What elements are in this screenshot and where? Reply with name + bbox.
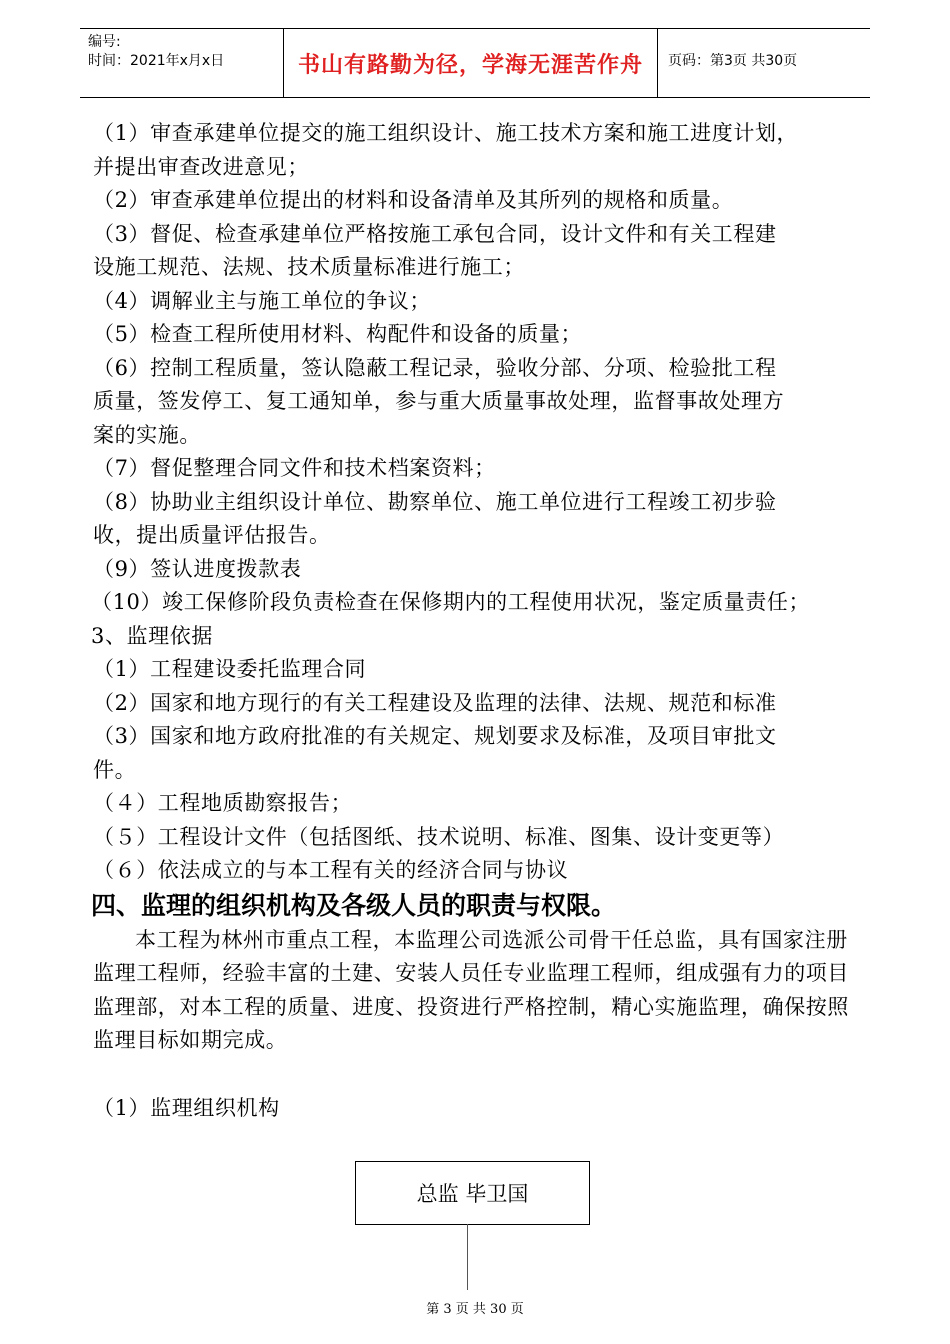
time-label: 时间：2021年x月x日 bbox=[88, 53, 225, 69]
body-line: （1）工程建设委托监理合同 bbox=[93, 657, 367, 681]
body-line: （2）国家和地方现行的有关工程建设及监理的法律、法规、规范和标准 bbox=[93, 690, 777, 715]
body-line: 设施工规范、法规、技术质量标准进行施工； bbox=[93, 255, 525, 279]
page-header bbox=[80, 28, 870, 98]
body-line: （9）签认进度拨款表 bbox=[93, 556, 302, 581]
body-line: （2）审查承建单位提出的材料和设备清单及其所列的规格和质量。 bbox=[93, 188, 734, 212]
org-chart-connector bbox=[467, 1224, 468, 1290]
body-line: 收，提出质量评估报告。 bbox=[93, 523, 331, 547]
body-line: 件。 bbox=[93, 757, 137, 782]
org-chart-top-box: 总监 毕卫国 bbox=[355, 1161, 590, 1225]
body-line: （４）工程地质勘察报告； bbox=[93, 791, 353, 815]
body-line: （６）依法成立的与本工程有关的经济合同与协议 bbox=[93, 858, 569, 882]
body-line: （1）审查承建单位提交的施工组织设计、施工技术方案和施工进度计划， bbox=[93, 121, 799, 145]
number-label: 编号: bbox=[88, 34, 121, 50]
body-line: （6）控制工程质量，签认隐蔽工程记录，验收分部、分项、检验批工程 bbox=[93, 355, 777, 380]
body-line: （3）国家和地方政府批准的有关规定、规划要求及标准，及项目审批文 bbox=[93, 724, 777, 748]
document-body bbox=[93, 117, 865, 1125]
body-line: （7）督促整理合同文件和技术档案资料； bbox=[93, 456, 496, 480]
body-paragraph: 本工程为林州市重点工程，本监理公司选派公司骨干任总监，具有国家注册监理工程师，经验丰富的土建、安装人员任专业监理工程师，组成强有力的项目监理部，对本工程的质量、进度、投资进行严格控制，精心实施监理，确保按照监理目标如期完成。 bbox=[93, 927, 849, 1052]
page-footer: 第 3 页 共 30 页 bbox=[426, 1302, 524, 1317]
header-meta bbox=[80, 29, 283, 97]
org-chart-title: （1）监理组织机构 bbox=[93, 1095, 280, 1120]
header-motto: 书山有路勤为径，学海无涯苦作舟 bbox=[283, 29, 658, 97]
spacer bbox=[93, 1058, 865, 1092]
body-line: （５）工程设计文件（包括图纸、技术说明、标准、图集、设计变更等） bbox=[93, 824, 785, 849]
body-line: 案的实施。 bbox=[93, 422, 201, 447]
body-line: （10）竣工保修阶段负责检查在保修期内的工程使用状况，鉴定质量责任； bbox=[91, 590, 811, 614]
body-line: （3）督促、检查承建单位严格按施工承包合同，设计文件和有关工程建 bbox=[93, 221, 777, 246]
body-line: 质量，签发停工、复工通知单，参与重大质量事故处理，监督事故处理方 bbox=[93, 389, 785, 413]
body-line: （5）检查工程所使用材料、构配件和设备的质量； bbox=[93, 322, 583, 346]
body-line: （8）协助业主组织设计单位、勘察单位、施工单位进行工程竣工初步验 bbox=[93, 489, 777, 514]
body-line: （4）调解业主与施工单位的争议； bbox=[93, 288, 431, 313]
section-title: 3、监理依据 bbox=[91, 623, 213, 648]
header-page-info: 页码：第3页 共30页 bbox=[668, 53, 798, 69]
section-heading: 四、监理的组织机构及各级人员的职责与权限。 bbox=[91, 890, 617, 920]
body-line: 并提出审查改进意见； bbox=[93, 154, 309, 179]
